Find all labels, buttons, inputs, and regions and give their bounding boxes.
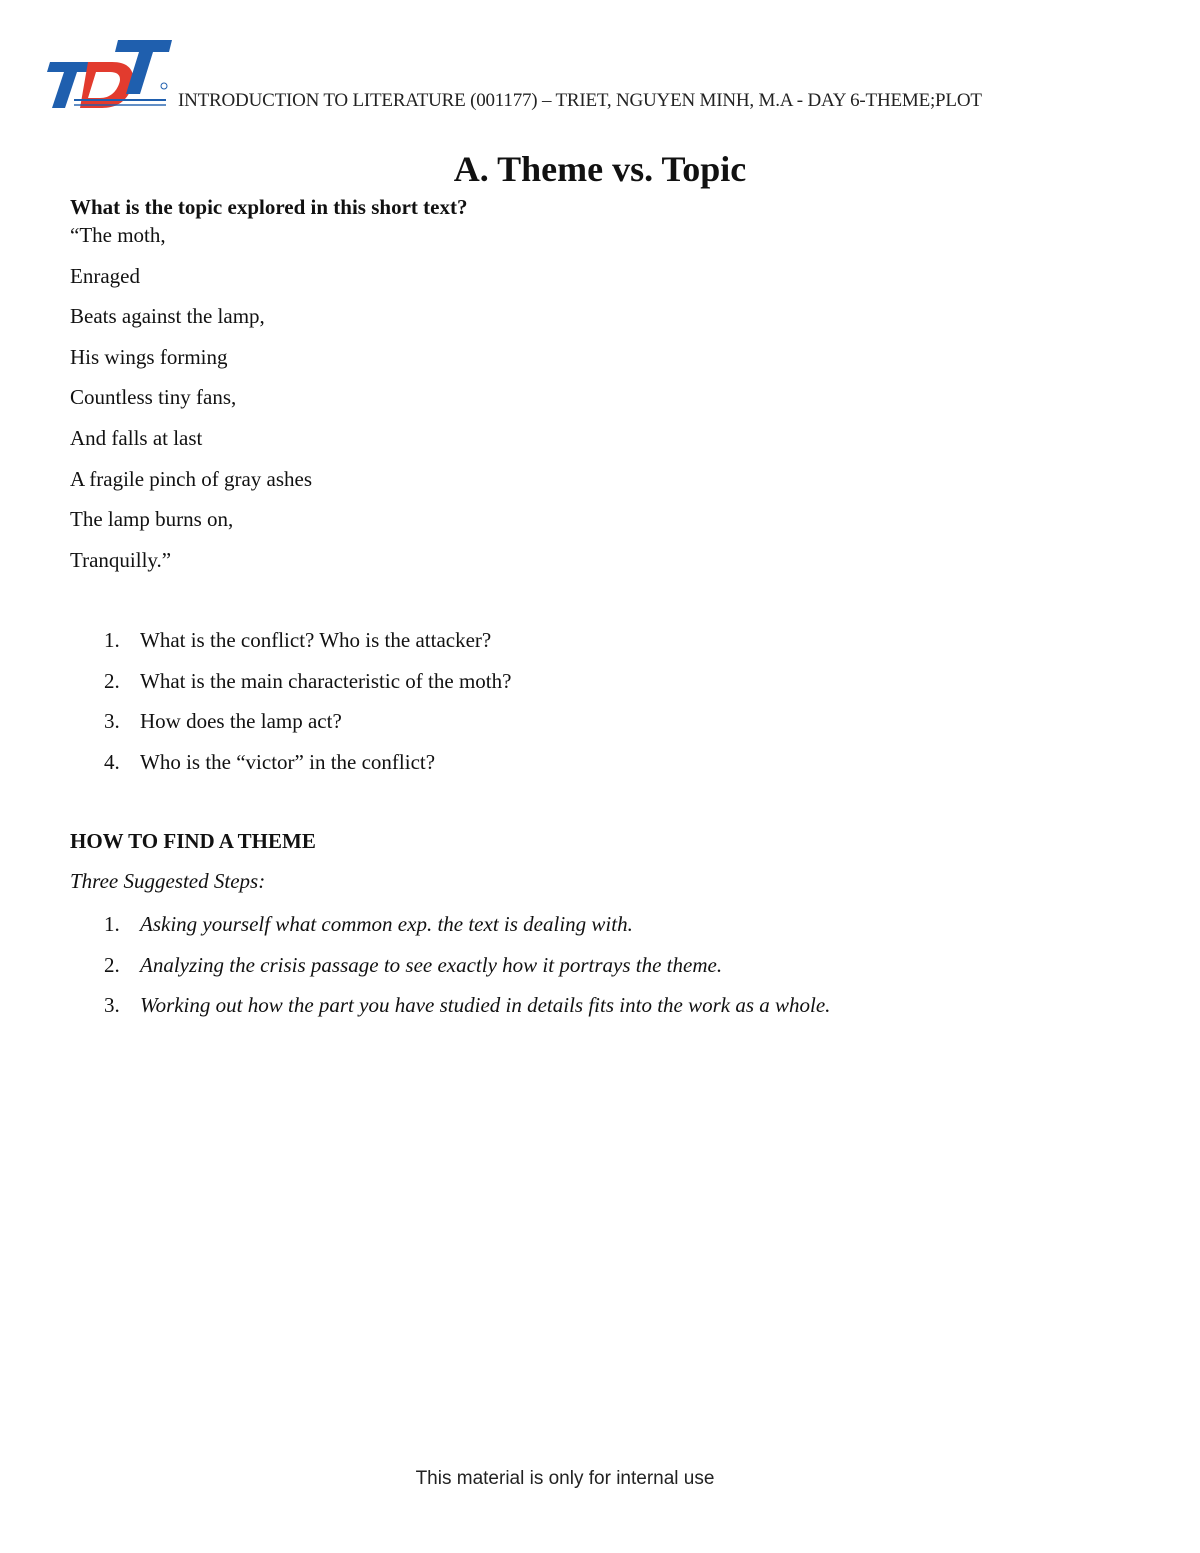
header-course-info: INTRODUCTION TO LITERATURE (001177) – TRIET, NGUYEN MINH, M.A - DAY 6-THEME;PLOT	[178, 90, 982, 111]
list-number: 1.	[104, 628, 120, 652]
question-text: What is the conflict? Who is the attacker?	[140, 628, 492, 652]
page-footer: This material is only for internal use	[415, 1468, 715, 1489]
step-text: Working out how the part you have studied in details fits into the work as a whole.	[140, 993, 831, 1018]
poem-line: And falls at last	[70, 425, 203, 450]
poem-line: Enraged	[70, 263, 140, 288]
step-text: Analyzing the crisis passage to see exactly how it portrays the theme.	[140, 952, 723, 977]
step-item	[104, 951, 830, 992]
page-header	[0, 0, 1200, 120]
question-text: Who is the “victor” in the conflict?	[140, 749, 436, 774]
question-item	[104, 626, 511, 667]
poem	[70, 221, 312, 586]
question-text: How does the lamp act?	[140, 709, 342, 734]
question-item	[104, 667, 511, 708]
step-item	[104, 991, 830, 1032]
list-number: 2.	[104, 668, 120, 693]
poem-line: The lamp burns on,	[70, 507, 234, 532]
question-item	[104, 748, 511, 789]
tdt-university-logo	[40, 36, 174, 112]
list-number: 4.	[104, 749, 120, 774]
list-number: 2.	[104, 952, 120, 977]
list-number: 3.	[104, 709, 120, 734]
step-item	[104, 910, 830, 951]
page-title: A. Theme vs. Topic	[453, 149, 747, 189]
list-number: 3.	[104, 993, 120, 1018]
list-number: 1.	[104, 912, 120, 936]
question-text: What is the main characteristic of the moth?	[140, 668, 512, 693]
poem-line: A fragile pinch of gray ashes	[70, 466, 313, 491]
step-text: Asking yourself what common exp. the text is dealing with.	[140, 912, 633, 936]
poem-line: His wings forming	[70, 344, 228, 369]
poem-line: Beats against the lamp,	[70, 304, 265, 329]
poem-line: “The moth,	[70, 223, 166, 247]
poem-line: Tranquilly.”	[70, 547, 172, 572]
steps-list	[104, 910, 830, 1032]
poem-line: Countless tiny fans,	[70, 385, 237, 410]
section-heading: HOW TO FIND A THEME	[70, 829, 316, 853]
question-item	[104, 707, 511, 748]
steps-label: Three Suggested Steps:	[70, 869, 266, 893]
topic-question: What is the topic explored in this short text?	[70, 195, 468, 219]
question-list	[104, 626, 511, 788]
